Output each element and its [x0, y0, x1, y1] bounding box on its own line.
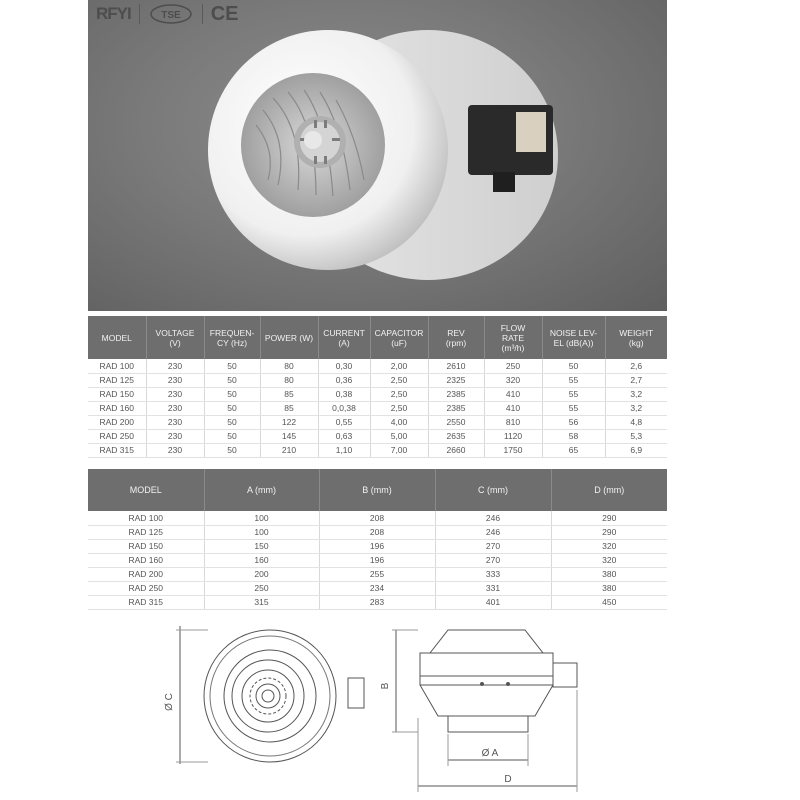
table-row — [88, 525, 667, 539]
table-cell: 230 — [146, 429, 204, 443]
table-cell: 196 — [319, 553, 435, 567]
table-cell: RAD 200 — [88, 415, 146, 429]
table-cell: 315 — [204, 595, 319, 609]
table-cell: 80 — [260, 359, 318, 373]
table-cell: 230 — [146, 415, 204, 429]
table-cell: 250 — [204, 581, 319, 595]
table-cell: 0,36 — [318, 373, 370, 387]
table-cell: 50 — [542, 359, 605, 373]
table-cell: 270 — [435, 539, 551, 553]
table-cell: 208 — [319, 525, 435, 539]
table-row — [88, 373, 667, 387]
table-cell: RAD 125 — [88, 525, 204, 539]
table-cell: 0,0,38 — [318, 401, 370, 415]
dim-label-a: Ø A — [481, 748, 499, 759]
table-row — [88, 443, 667, 457]
spec-table-header-cell: NOISE LEV- EL (dB(A)) — [542, 316, 605, 359]
dimension-table — [88, 469, 667, 610]
dim-table-header-cell: MODEL — [88, 469, 204, 511]
table-cell: 2385 — [428, 387, 484, 401]
spec-table-header-cell: WEIGHT (kg) — [605, 316, 667, 359]
table-row — [88, 539, 667, 553]
table-cell: 246 — [435, 511, 551, 525]
spec-table-header-cell: CURRENT (A) — [318, 316, 370, 359]
table-cell: 320 — [484, 373, 542, 387]
brand-logo: RFYI — [96, 4, 131, 23]
table-cell: 1120 — [484, 429, 542, 443]
table-row — [88, 359, 667, 373]
table-cell: 210 — [260, 443, 318, 457]
table-cell: 230 — [146, 373, 204, 387]
logo-divider-2 — [202, 4, 203, 24]
table-cell: 58 — [542, 429, 605, 443]
dim-table-header-cell: D (mm) — [551, 469, 667, 511]
inline-fan-image — [88, 0, 667, 311]
table-cell: 2385 — [428, 401, 484, 415]
table-cell: 270 — [435, 553, 551, 567]
table-cell: 100 — [204, 511, 319, 525]
table-cell: 234 — [319, 581, 435, 595]
technical-drawing — [150, 618, 630, 800]
dim-table-header-cell: C (mm) — [435, 469, 551, 511]
table-cell: 65 — [542, 443, 605, 457]
spec-table-header-cell: VOLTAGE (V) — [146, 316, 204, 359]
table-cell: RAD 315 — [88, 595, 204, 609]
table-cell: 56 — [542, 415, 605, 429]
table-cell: RAD 150 — [88, 539, 204, 553]
table-cell: 80 — [260, 373, 318, 387]
spec-table-header-cell: MODEL — [88, 316, 146, 359]
front-view — [176, 626, 364, 764]
table-cell: 2,00 — [370, 359, 428, 373]
table-cell: 55 — [542, 387, 605, 401]
table-row — [88, 511, 667, 525]
table-cell: 4,8 — [605, 415, 667, 429]
table-cell: 380 — [551, 581, 667, 595]
table-cell: 50 — [204, 415, 260, 429]
dim-label-b: B — [380, 682, 391, 690]
table-cell: 2610 — [428, 359, 484, 373]
logo-divider — [139, 4, 140, 24]
table-cell: RAD 150 — [88, 387, 146, 401]
table-cell: 50 — [204, 359, 260, 373]
table-row — [88, 429, 667, 443]
spec-header-row — [88, 316, 667, 359]
table-cell: 6,9 — [605, 443, 667, 457]
table-cell: 333 — [435, 567, 551, 581]
table-cell: 2635 — [428, 429, 484, 443]
table-cell: 0,38 — [318, 387, 370, 401]
dim-table-header-cell: A (mm) — [204, 469, 319, 511]
table-cell: 196 — [319, 539, 435, 553]
product-photo — [88, 0, 667, 311]
table-row — [88, 553, 667, 567]
side-view — [392, 630, 577, 792]
table-cell: 50 — [204, 401, 260, 415]
table-cell: 3,2 — [605, 387, 667, 401]
table-cell: 0,30 — [318, 359, 370, 373]
table-cell: 230 — [146, 359, 204, 373]
table-cell: 2,7 — [605, 373, 667, 387]
table-cell: 410 — [484, 387, 542, 401]
table-cell: RAD 160 — [88, 553, 204, 567]
tse-mark-icon — [148, 3, 194, 25]
table-row — [88, 567, 667, 581]
table-cell: 401 — [435, 595, 551, 609]
table-cell: 100 — [204, 525, 319, 539]
table-cell: 230 — [146, 443, 204, 457]
dim-label-d: D — [504, 774, 512, 785]
table-cell: 5,00 — [370, 429, 428, 443]
table-cell: 283 — [319, 595, 435, 609]
spec-table-header-cell: REV (rpm) — [428, 316, 484, 359]
table-cell: 2325 — [428, 373, 484, 387]
spec-table-body — [88, 359, 667, 457]
table-cell: 4,00 — [370, 415, 428, 429]
table-cell: 150 — [204, 539, 319, 553]
spec-table-header-cell: FLOW RATE (m³/h) — [484, 316, 542, 359]
table-cell: 230 — [146, 387, 204, 401]
table-row — [88, 595, 667, 609]
table-cell: 255 — [319, 567, 435, 581]
certification-logos — [96, 2, 239, 26]
table-cell: 250 — [484, 359, 542, 373]
table-cell: 380 — [551, 567, 667, 581]
dim-label-c: Ø C — [164, 693, 175, 711]
table-cell: 290 — [551, 511, 667, 525]
table-cell: 122 — [260, 415, 318, 429]
table-cell: 410 — [484, 401, 542, 415]
table-cell: RAD 250 — [88, 429, 146, 443]
table-cell: 0,63 — [318, 429, 370, 443]
table-cell: RAD 200 — [88, 567, 204, 581]
table-cell: 3,2 — [605, 401, 667, 415]
table-cell: 246 — [435, 525, 551, 539]
table-cell: 2,50 — [370, 373, 428, 387]
ce-mark: CE — [210, 2, 239, 25]
spec-table-header-cell: FREQUEN- CY (Hz) — [204, 316, 260, 359]
table-row — [88, 415, 667, 429]
table-cell: 0,55 — [318, 415, 370, 429]
table-cell: RAD 125 — [88, 373, 146, 387]
table-cell: RAD 315 — [88, 443, 146, 457]
table-cell: 85 — [260, 401, 318, 415]
table-cell: RAD 100 — [88, 511, 204, 525]
tse-mark-text: TSE — [161, 10, 181, 21]
table-cell: 320 — [551, 539, 667, 553]
table-cell: 810 — [484, 415, 542, 429]
table-cell: 50 — [204, 429, 260, 443]
table-cell: 208 — [319, 511, 435, 525]
table-cell: 290 — [551, 525, 667, 539]
table-cell: 55 — [542, 373, 605, 387]
table-row — [88, 387, 667, 401]
table-cell: 2550 — [428, 415, 484, 429]
spec-table-header-cell: POWER (W) — [260, 316, 318, 359]
table-cell: RAD 160 — [88, 401, 146, 415]
spec-table-header-cell: CAPACITOR (uF) — [370, 316, 428, 359]
table-cell: 50 — [204, 373, 260, 387]
table-cell: 1,10 — [318, 443, 370, 457]
table-cell: 331 — [435, 581, 551, 595]
table-cell: 320 — [551, 553, 667, 567]
table-cell: 145 — [260, 429, 318, 443]
table-cell: 5,3 — [605, 429, 667, 443]
table-row — [88, 581, 667, 595]
table-cell: 50 — [204, 443, 260, 457]
table-cell: 160 — [204, 553, 319, 567]
table-cell: RAD 250 — [88, 581, 204, 595]
table-cell: 200 — [204, 567, 319, 581]
table-cell: 50 — [204, 387, 260, 401]
table-cell: 230 — [146, 401, 204, 415]
specification-table — [88, 316, 667, 458]
table-cell: 2660 — [428, 443, 484, 457]
table-cell: 7,00 — [370, 443, 428, 457]
dim-header-row — [88, 469, 667, 511]
table-cell: RAD 100 — [88, 359, 146, 373]
table-cell: 85 — [260, 387, 318, 401]
table-cell: 1750 — [484, 443, 542, 457]
dim-table-body — [88, 511, 667, 609]
table-cell: 55 — [542, 401, 605, 415]
table-cell: 2,50 — [370, 387, 428, 401]
table-cell: 450 — [551, 595, 667, 609]
table-row — [88, 401, 667, 415]
table-cell: 2,6 — [605, 359, 667, 373]
dim-table-header-cell: B (mm) — [319, 469, 435, 511]
table-cell: 2,50 — [370, 401, 428, 415]
